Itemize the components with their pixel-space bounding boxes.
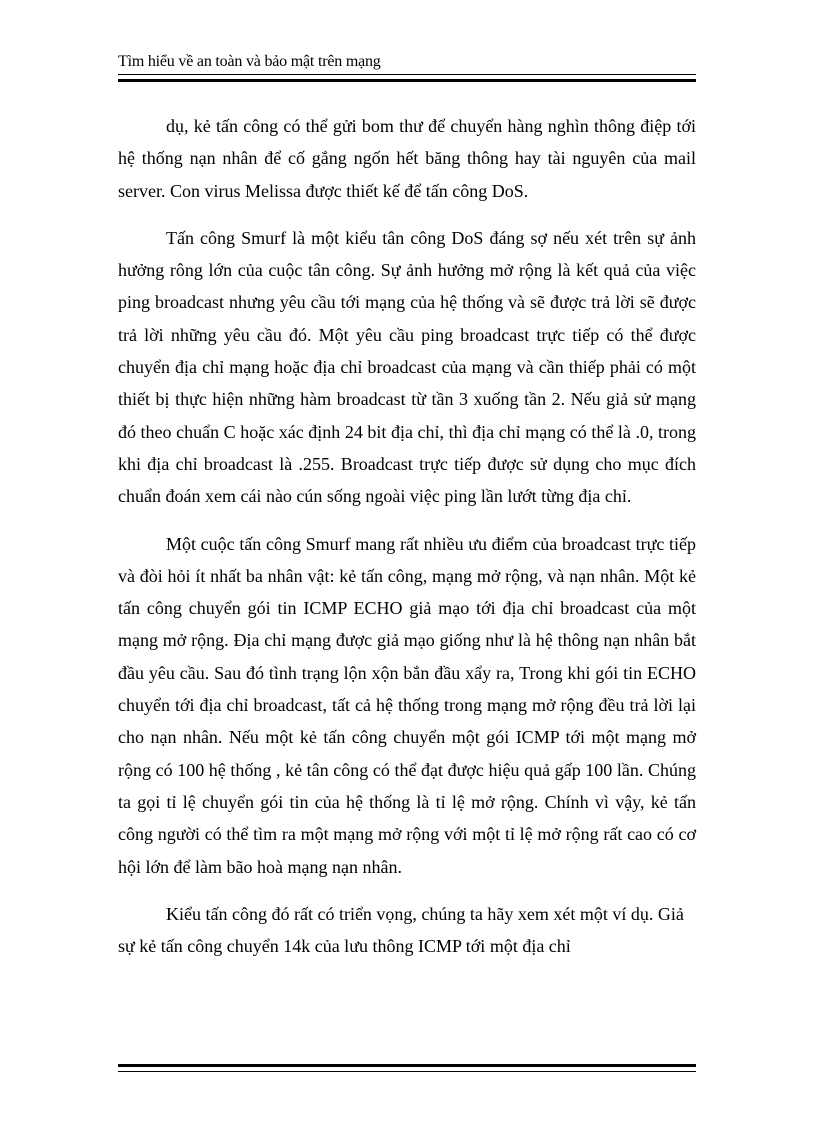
footer-rule-thin [118,1071,696,1072]
header-rule-thin [118,74,696,75]
paragraph-3: Một cuộc tấn công Smurf mang rất nhiều ưu điểm của broadcast trực tiếp và đòi hỏi ít nhất ba nhân vật: kẻ tấn công, mạng mở rộng, và nạn nhân. Một kẻ tấn công chuyển gói tin ICMP ECHO giả mạo tới địa chỉ broadcast của một mạng mở rộng. Địa chỉ mạng được giả mạo giống như là hệ thông nạn nhân bắt đầu yêu cầu. Sau đó tình trạng lộn xộn bắn đầu xẩy ra, Trong khi gói tin ECHO chuyển tới địa chỉ broadcast, tất cả hệ thống trong mạng mở rộng đều trả lời lại cho nạn nhân. Nếu một kẻ tấn công chuyển một gói ICMP tới một mạng mở rộng có 100 hệ thống , kẻ tân công có thể đạt được hiệu quả gấp 100 lần. Chúng ta gọi tỉ lệ chuyển gói tin của hệ thống là tỉ lệ mở rộng. Chính vì vậy, kẻ tấn công người có thể tìm ra một mạng mở rộng với một tỉ lệ mở rộng rất cao có cơ hội lớn để làm bão hoà mạng nạn nhân. [118,533,696,877]
body-text [118,110,696,962]
page-footer [118,1064,696,1076]
header-title: Tìm hiểu về an toàn và bảo mật trên mạng [118,53,381,70]
paragraph-1: dụ, kẻ tấn công có thể gửi bom thư để chuyển hàng nghìn thông điệp tới hệ thống nạn nhân để cố gắng ngốn hết băng thông hay tài nguyên của mail server. Con virus Melissa được thiết kế để tấn công DoS. [118,116,696,201]
footer-rule-thick [118,1064,696,1067]
page-header [118,52,696,72]
paragraph-4: Kiểu tấn công đó rất có triển vọng, chúng ta hãy xem xét một ví dụ. Giả sự kẻ tấn công chuyển 14k của lưu thông ICMP tới một địa chỉ [118,903,684,957]
paragraph-2: Tấn công Smurf là một kiểu tân công DoS đáng sợ nếu xét trên sự ảnh hưởng rông lớn của cuộc tân công. Sự ảnh hưởng mở rộng là kết quả của việc ping broadcast nhưng yêu cầu tới mạng của hệ thống và sẽ được trả lời sẽ được trả lời những yêu cầu đó. Một yêu cầu ping broadcast trực tiếp có thể được chuyển địa chỉ mạng hoặc địa chỉ broadcast của mạng và cần thiếp phải có một thiết bị thực hiện những hàm broadcast từ tần 3 xuống tần 2. Nếu giả sử mạng đó theo chuẩn C hoặc xác định 24 bit địa chỉ, thì địa chỉ mạng có thể là .0, trong khi địa chỉ broadcast là .255. Broadcast trực tiếp được sử dụng cho mục đích chuẩn đoán xem cái nào cún sống ngoài việc ping lần lướt từng địa chỉ. [118,227,696,507]
header-rule-thick [118,79,696,82]
